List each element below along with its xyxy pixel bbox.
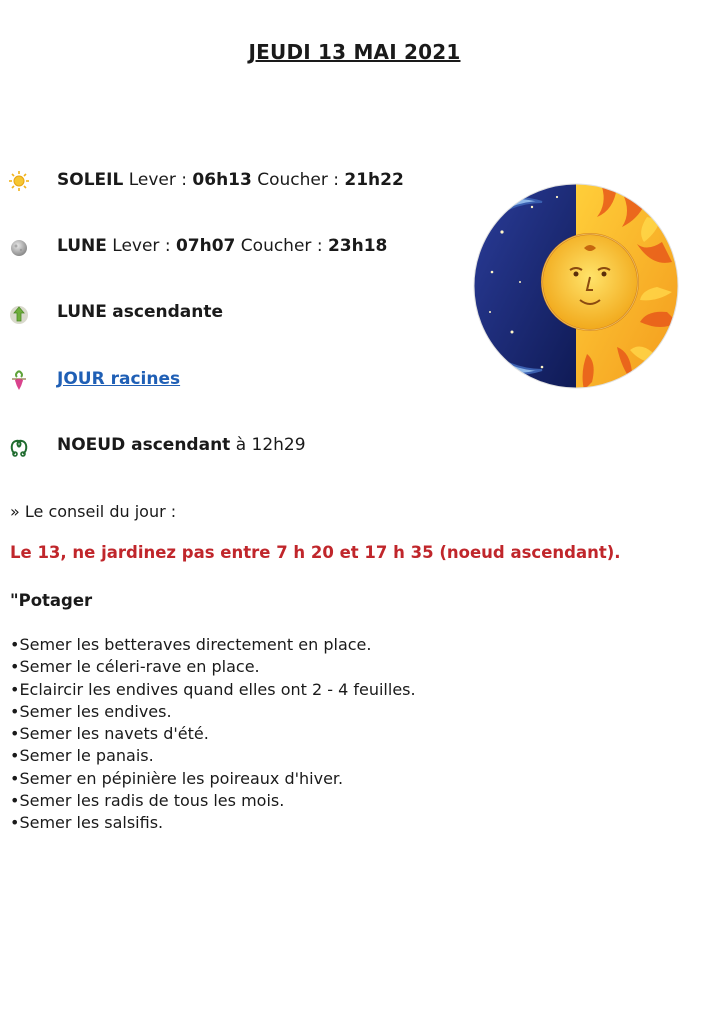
- moon-label: LUNE: [57, 236, 107, 256]
- node-symbol-icon: [8, 436, 30, 458]
- moon-set-time: 23h18: [327, 236, 388, 256]
- list-item: •Semer les radis de tous les mois.: [10, 791, 285, 811]
- noeud-label: NOEUD ascendant: [57, 435, 231, 455]
- moon-rise-time: 07h07: [175, 236, 236, 256]
- moon-icon: [8, 236, 30, 258]
- moon-set-label: Coucher :: [235, 236, 328, 256]
- list-item: •Semer les salsifis.: [10, 813, 164, 833]
- sun-icon: [8, 170, 30, 192]
- sun-times: [57, 170, 404, 190]
- list-item: •Semer les betteraves directement en place.: [10, 635, 372, 654]
- list-item: •Semer le céleri-rave en place.: [10, 657, 260, 677]
- potager-heading: "Potager: [10, 591, 93, 610]
- warning-text: Le 13, ne jardinez pas entre 7 h 20 et 17 h 35 (noeud ascendant).: [10, 543, 621, 562]
- sun-rise-label: Lever :: [123, 170, 193, 190]
- moon-times: [57, 236, 387, 256]
- noeud-text: [57, 435, 306, 455]
- task-list: [10, 634, 416, 835]
- ascendante-text: [57, 302, 223, 322]
- list-item: •Eclaircir les endives quand elles ont 2 - 4 feuilles.: [10, 679, 416, 699]
- sun-set-label: Coucher :: [251, 170, 345, 190]
- sun-moon-illustration: [472, 182, 680, 390]
- conseil-heading: » Le conseil du jour :: [10, 502, 177, 521]
- ascendante-value: ascendante: [112, 302, 223, 322]
- sun-set-time: 21h22: [344, 170, 404, 190]
- jour-racines-link[interactable]: JOUR racines: [57, 369, 181, 389]
- moon-rise-label: Lever :: [106, 236, 176, 256]
- list-item: •Semer le panais.: [10, 746, 154, 766]
- page-title: JEUDI 13 MAI 2021: [248, 40, 461, 64]
- sun-label: SOLEIL: [57, 170, 124, 190]
- list-item: •Semer en pépinière les poireaux d'hiver.: [10, 768, 344, 788]
- up-arrow-icon: [8, 303, 30, 325]
- sun-rise-time: 06h13: [192, 170, 252, 190]
- list-item: •Semer les endives.: [10, 701, 172, 721]
- root-plant-icon: [8, 369, 30, 391]
- ascendante-label: LUNE: [57, 302, 107, 322]
- list-item: •Semer les navets d'été.: [10, 724, 209, 744]
- noeud-time: à 12h29: [230, 435, 306, 455]
